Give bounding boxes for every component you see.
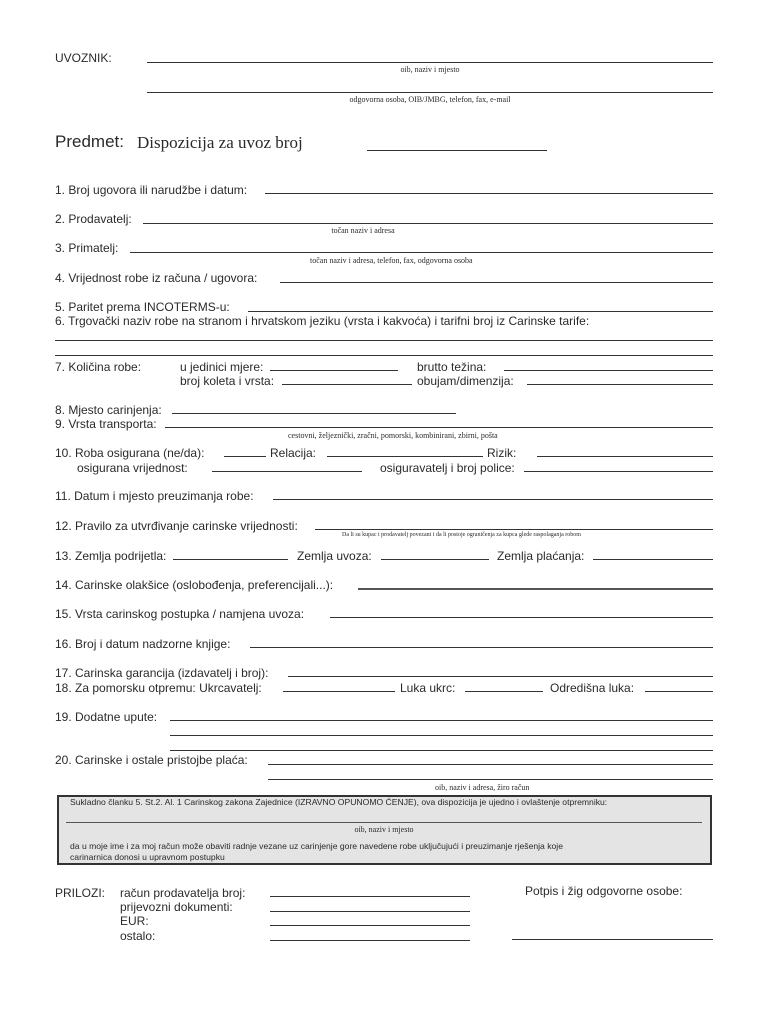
field-15-line[interactable] (330, 617, 713, 618)
field-3-label: 3. Primatelj: (55, 241, 119, 255)
field-6-line-1[interactable] (55, 340, 713, 341)
field-10-relacija-label: Relacija: (270, 446, 317, 460)
prilozi-label: PRILOZI: (55, 886, 106, 900)
field-12-line[interactable] (315, 529, 713, 530)
field-7-brutto-label: brutto težina: (417, 360, 487, 374)
prilog-eur-line[interactable] (270, 925, 470, 926)
field-17-label: 17. Carinska garancija (izdavatelj i broj): (55, 666, 269, 680)
field-4-label: 4. Vrijednost robe iz računa / ugovora: (55, 271, 258, 285)
prilog-ostalo-label: ostalo: (120, 929, 156, 943)
prilog-prijevozni-label: prijevozni dokumenti: (120, 900, 233, 914)
authorization-line-2: carinarnica donosi u upravnom postupku (70, 852, 225, 862)
field-10-vrijednost-label: osigurana vrijednost: (77, 461, 188, 475)
field-7-label: 7. Količina robe: (55, 360, 142, 374)
field-2-label: 2. Prodavatelj: (55, 212, 132, 226)
field-10-osiguravatelj-line[interactable] (524, 471, 713, 472)
contact-line[interactable] (147, 92, 713, 93)
field-5-label: 5. Paritet prema INCOTERMS-u: (55, 300, 230, 314)
field-13-placanje-line[interactable] (593, 559, 713, 560)
field-3-line[interactable] (130, 252, 713, 253)
field-14-label: 14. Carinske olakšice (oslobođenja, preferencijali...): (55, 578, 334, 592)
field-13-label: 13. Zemlja podrijetla: (55, 549, 167, 563)
field-3-caption: točan naziv i adresa, telefon, fax, odgovorna osoba (310, 256, 473, 265)
field-18-ukrcavatelj-line[interactable] (283, 691, 395, 692)
field-6-label: 6. Trgovački naziv robe na stranom i hrvatskom jeziku (vrsta i kakvoća) i tarifni broj iz Carinske tarife: (55, 314, 590, 328)
authorization-line-1: da u moje ime i za moj račun može obaviti radnje vezane uz carinjenje gore navedene robe uključujući i preuzimanje rješenja koje (70, 841, 563, 851)
field-10-vrijednost-line[interactable] (212, 471, 362, 472)
field-10-rizik-line[interactable] (537, 456, 713, 457)
field-20-caption: oib, naziv i adresa, žiro račun (435, 783, 530, 792)
field-7-obujam-line[interactable] (527, 384, 713, 385)
field-20-line-1[interactable] (268, 764, 713, 765)
field-2-line[interactable] (143, 223, 713, 224)
field-19-line-3[interactable] (170, 750, 713, 751)
field-10-insured-line[interactable] (224, 456, 266, 457)
field-13-uvoz-line[interactable] (381, 559, 489, 560)
field-10-label: 10. Roba osigurana (ne/da): (55, 446, 205, 460)
field-9-line[interactable] (165, 427, 713, 428)
authorization-caption: oib, naziv i mjesto (354, 825, 414, 834)
field-10-osiguravatelj-label: osiguravatelj i broj police: (380, 461, 515, 475)
contact-caption: odgovorna osoba, OIB/JMBG, telefon, fax, e-mail (349, 95, 511, 104)
field-7-obujam-label: obujam/dimenzija: (417, 374, 514, 388)
signature-line[interactable] (512, 939, 713, 940)
field-1-label: 1. Broj ugovora ili narudžbe i datum: (55, 183, 248, 197)
field-2-caption: točan naziv i adresa (331, 226, 395, 235)
authorization-line[interactable] (66, 822, 702, 823)
page-title: Dispozicija za uvoz broj (137, 133, 303, 152)
field-7-koleta-label: broj koleta i vrsta: (180, 374, 275, 388)
prilog-racun-line[interactable] (270, 896, 470, 897)
field-4-line[interactable] (280, 282, 713, 283)
oib-caption: oib, naziv i mjesto (400, 65, 460, 74)
field-10-relacija-line[interactable] (327, 456, 483, 457)
authorization-text: Sukladno članku 5. St.2. Al. 1 Carinskog zakona Zajednice (IZRAVNO OPUNOMO ĆENJE), ova dispozicija je ujedno i ovlaštenje otpremniku: (70, 797, 608, 807)
uvoznik-label: UVOZNIK: (55, 51, 112, 65)
dispozicija-number-line[interactable] (367, 150, 547, 151)
field-17-line[interactable] (288, 676, 713, 677)
field-11-label: 11. Datum i mjesto preuzimanja robe: (55, 489, 254, 503)
field-19-label: 19. Dodatne upute: (55, 710, 158, 724)
field-19-line-1[interactable] (170, 720, 713, 721)
field-16-line[interactable] (250, 647, 713, 648)
field-13-podrijetlo-line[interactable] (173, 559, 288, 560)
field-1-line[interactable] (265, 193, 713, 194)
field-18-luka-label: Luka ukrc: (400, 681, 456, 695)
field-14-line[interactable] (358, 588, 713, 590)
field-7-koleta-line[interactable] (282, 384, 412, 385)
predmet-label: Predmet: (55, 132, 124, 151)
field-20-label: 20. Carinske i ostale pristojbe plaća: (55, 753, 248, 767)
field-12-label: 12. Pravilo za utvrđivanje carinske vrijednosti: (55, 519, 298, 533)
field-18-odredisna-label: Odredišna luka: (550, 681, 635, 695)
field-18-luka-line[interactable] (465, 691, 543, 692)
field-7-unit-line[interactable] (270, 370, 398, 371)
field-16-label: 16. Broj i datum nadzorne knjige: (55, 637, 231, 651)
field-11-line[interactable] (273, 499, 713, 500)
field-18-odredisna-line[interactable] (645, 691, 713, 692)
field-8-label: 8. Mjesto carinjenja: (55, 403, 162, 417)
field-9-label: 9. Vrsta transporta: (55, 417, 157, 431)
field-7-brutto-line[interactable] (504, 370, 713, 371)
prilog-eur-label: EUR: (120, 914, 149, 928)
field-18-label: 18. Za pomorsku otpremu: Ukrcavatelj: (55, 681, 262, 695)
field-7-unit-label: u jedinici mjere: (180, 360, 264, 374)
prilog-prijevozni-line[interactable] (270, 911, 470, 912)
uvoznik-line[interactable] (147, 62, 713, 63)
field-9-caption: cestovni, željeznički, zračni, pomorski, kombinirani, zbirni, pošta (288, 431, 498, 440)
signature-label: Potpis i žig odgovorne osobe: (525, 884, 683, 898)
field-5-line[interactable] (248, 311, 713, 312)
prilog-racun-label: račun prodavatelja broj: (120, 886, 246, 900)
field-6-line-2[interactable] (55, 355, 713, 356)
field-10-rizik-label: Rizik: (487, 446, 517, 460)
field-19-line-2[interactable] (170, 735, 713, 736)
field-20-line-2[interactable] (268, 779, 713, 780)
field-13-placanje-label: Zemlja plaćanja: (497, 549, 585, 563)
prilog-ostalo-line[interactable] (270, 940, 470, 941)
field-13-uvoz-label: Zemlja uvoza: (297, 549, 372, 563)
field-12-caption: Da li su kupac i prodavatelj povezani i da li postoje ograničenja za kupca glede raspolaganja robom (342, 532, 581, 538)
field-8-line[interactable] (172, 413, 456, 414)
field-15-label: 15. Vrsta carinskog postupka / namjena uvoza: (55, 607, 305, 621)
